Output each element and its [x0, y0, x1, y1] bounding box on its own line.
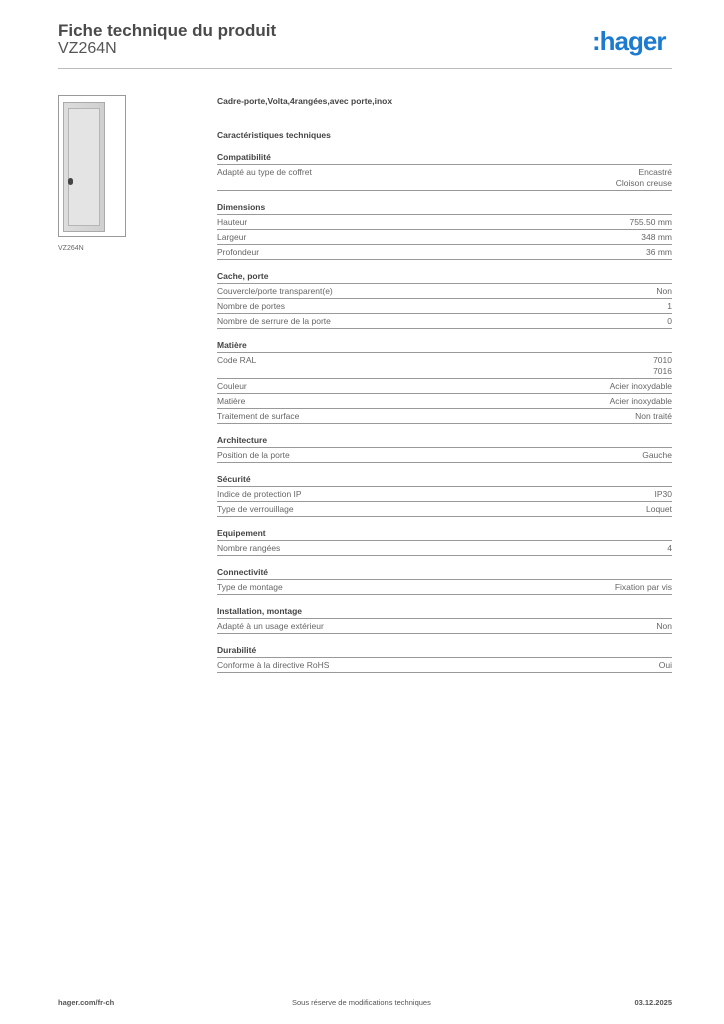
- spec-value: [642, 450, 672, 461]
- spec-section: [217, 150, 672, 191]
- spec-label: Couleur: [217, 381, 247, 391]
- spec-section: [217, 472, 672, 517]
- spec-value-line: Non: [656, 621, 672, 631]
- section-heading: Durabilité: [217, 643, 672, 658]
- section-heading: Connectivité: [217, 565, 672, 580]
- spec-value: [616, 167, 672, 189]
- spec-row: [217, 487, 672, 502]
- spec-row: [217, 409, 672, 424]
- spec-value: [615, 582, 672, 593]
- spec-value: [635, 411, 672, 422]
- spec-label: Traitement de surface: [217, 411, 300, 421]
- spec-value-line: Non traité: [635, 411, 672, 421]
- product-description: Cadre-porte,Volta,4rangées,avec porte,inox: [217, 96, 393, 106]
- spec-label: Largeur: [217, 232, 247, 242]
- header-divider: [58, 68, 672, 69]
- spec-row: [217, 245, 672, 260]
- spec-row: [217, 619, 672, 634]
- spec-row: [217, 353, 672, 379]
- spec-value-line: 1: [667, 301, 672, 311]
- page-title: Fiche technique du produit: [58, 21, 277, 40]
- spec-value: [659, 660, 672, 671]
- spec-value: [629, 217, 672, 228]
- spec-value: [653, 355, 672, 377]
- spec-value: [667, 543, 672, 554]
- spec-label: Type de montage: [217, 582, 283, 592]
- spec-value-line: 7016: [653, 366, 672, 376]
- section-heading: Cache, porte: [217, 269, 672, 284]
- spec-row: [217, 230, 672, 245]
- product-reference: VZ264N: [58, 40, 117, 57]
- spec-label: Nombre rangées: [217, 543, 281, 553]
- spec-value-line: 0: [667, 316, 672, 326]
- spec-value-line: IP30: [654, 489, 672, 499]
- spec-label: Adapté au type de coffret: [217, 167, 312, 177]
- spec-value-line: 348 mm: [641, 232, 672, 242]
- spec-label: Type de verrouillage: [217, 504, 294, 514]
- section-heading: Sécurité: [217, 472, 672, 487]
- footer-disclaimer: Sous réserve de modifications techniques: [292, 998, 431, 1007]
- spec-label: Nombre de serrure de la porte: [217, 316, 331, 326]
- spec-label: Position de la porte: [217, 450, 290, 460]
- spec-row: [217, 379, 672, 394]
- spec-label: Matière: [217, 396, 246, 406]
- spec-value-line: Acier inoxydable: [609, 381, 672, 391]
- spec-value-line: Oui: [658, 660, 672, 670]
- spec-row: [217, 580, 672, 595]
- spec-section: [217, 526, 672, 556]
- spec-value-line: Fixation par vis: [614, 582, 672, 592]
- section-heading: Dimensions: [217, 200, 672, 215]
- door-illustration: [63, 102, 105, 232]
- spec-value: [646, 247, 672, 258]
- spec-value-line: Loquet: [646, 504, 672, 514]
- door-knob-icon: [68, 178, 73, 185]
- spec-label: Profondeur: [217, 247, 260, 257]
- spec-value: [656, 286, 672, 297]
- spec-row: [217, 314, 672, 329]
- spec-row: [217, 284, 672, 299]
- spec-row: [217, 394, 672, 409]
- spec-value: [667, 316, 672, 327]
- spec-section: [217, 200, 672, 260]
- spec-section: [217, 604, 672, 634]
- spec-label: Adapté à un usage extérieur: [217, 621, 324, 631]
- spec-section: [217, 643, 672, 673]
- spec-section: [217, 338, 672, 424]
- spec-value-line: Non: [656, 286, 672, 296]
- spec-value: [610, 396, 672, 407]
- spec-label: Code RAL: [217, 355, 257, 365]
- spec-content: [217, 96, 672, 673]
- product-image: [58, 95, 126, 237]
- section-heading: Architecture: [217, 433, 672, 448]
- spec-row: [217, 502, 672, 517]
- spec-value: [646, 504, 672, 515]
- spec-value-line: 4: [667, 543, 672, 553]
- spec-row: [217, 448, 672, 463]
- spec-value-line: Encastré: [638, 167, 672, 177]
- spec-label: Couvercle/porte transparent(e): [217, 286, 333, 296]
- spec-value-line: 755.50 mm: [629, 217, 672, 227]
- image-caption: VZ264N: [58, 245, 84, 252]
- spec-row: [217, 165, 672, 191]
- spec-value-line: Acier inoxydable: [609, 396, 672, 406]
- spec-value-line: Cloison creuse: [615, 178, 672, 188]
- section-heading: Installation, montage: [217, 604, 672, 619]
- spec-section: [217, 565, 672, 595]
- section-heading: Matière: [217, 338, 672, 353]
- spec-value-line: 36 mm: [646, 247, 672, 257]
- spec-label: Conforme à la directive RoHS: [217, 660, 330, 670]
- hager-logo: :hager: [592, 26, 666, 56]
- spec-value-line: Gauche: [642, 450, 672, 460]
- footer-website[interactable]: hager.com/fr-ch: [58, 998, 115, 1007]
- spec-value: [667, 301, 672, 312]
- characteristics-title: Caractéristiques techniques: [217, 130, 331, 140]
- section-heading: Compatibilité: [217, 150, 672, 165]
- spec-label: Hauteur: [217, 217, 248, 227]
- spec-value: [656, 621, 672, 632]
- spec-value: [655, 489, 673, 500]
- spec-sections: [217, 150, 672, 673]
- spec-label: Nombre de portes: [217, 301, 286, 311]
- spec-value: [641, 232, 672, 243]
- section-heading: Equipement: [217, 526, 672, 541]
- spec-row: [217, 541, 672, 556]
- spec-row: [217, 658, 672, 673]
- spec-value-line: 7010: [653, 355, 672, 365]
- footer-date: 03.12.2025: [634, 998, 672, 1007]
- spec-row: [217, 299, 672, 314]
- spec-label: Indice de protection IP: [217, 489, 302, 499]
- spec-row: [217, 215, 672, 230]
- spec-value: [610, 381, 672, 392]
- spec-section: [217, 269, 672, 329]
- spec-section: [217, 433, 672, 463]
